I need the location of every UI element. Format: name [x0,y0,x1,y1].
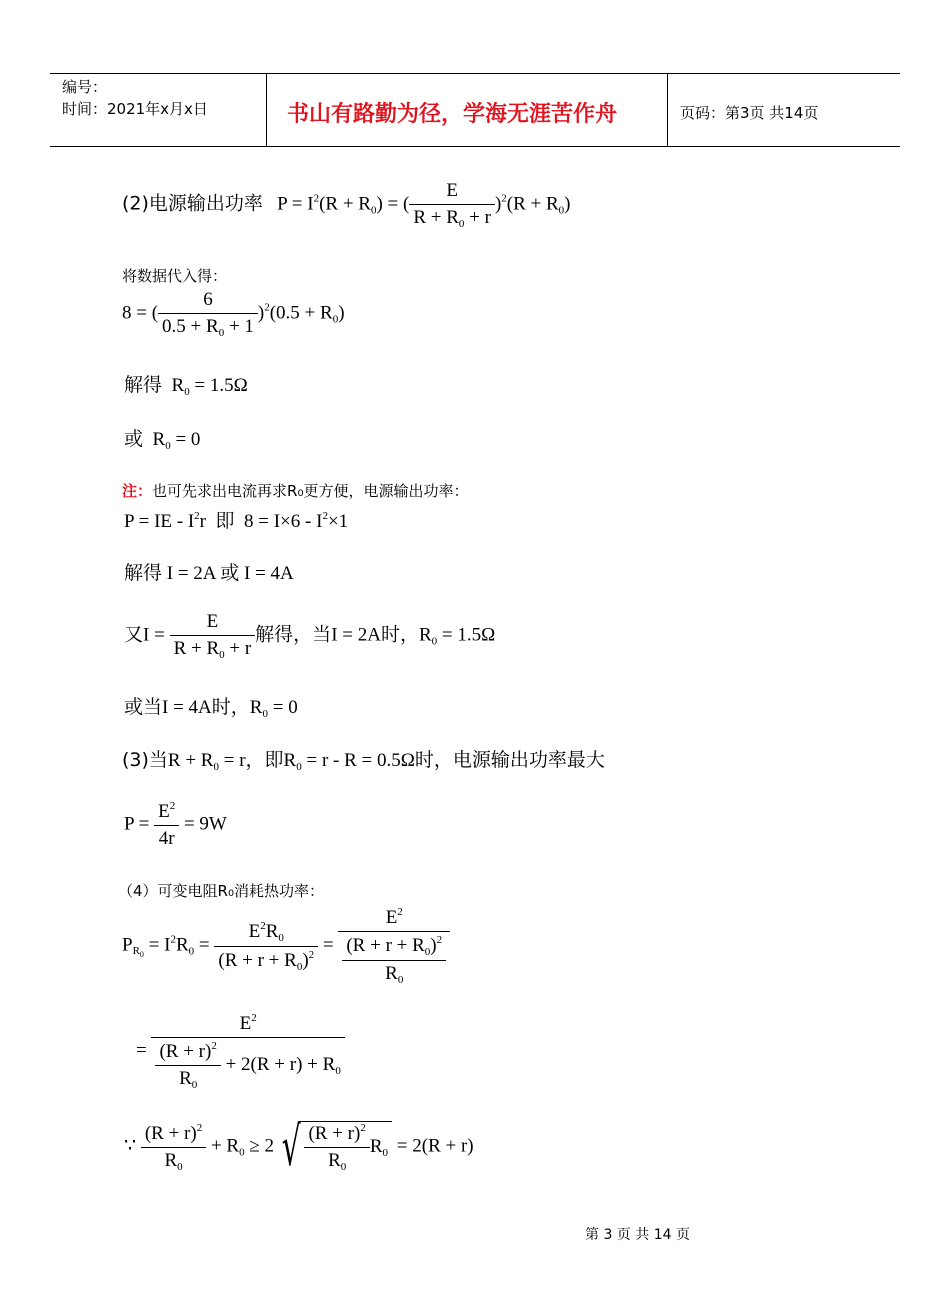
header-motto: 书山有路勤为径，学海无涯苦作舟 [287,102,618,127]
equation-r0-power-rewritten: = $E^2$ $\frac{(R + r)^2}{R_0}$ + $2(R + r) + R_0$ [136,1012,345,1091]
part4-label: （4）可变电阻R₀消耗热功率： [118,882,324,900]
equation-substituted: 8 = ( $\frac{6}{0.5 + R_0 + 1}$ )$^2(0.5 + R_0)$ [122,289,345,339]
part3-condition: (3)当$R + R_0 = r$，即$R_0 = r - R = 0.5\Omega$时，电源输出功率最大 [122,749,605,773]
header-bottom-rule [50,146,900,147]
note-line [122,480,468,501]
time-label: 时间：2021年x月x日 [62,100,208,118]
equation-output-power: (2)电源输出功率 $P = I^2(R + R_0)$ = ( $\frac{E}{R + R_0 + r}$ )$^2(R + R_0)$ [122,180,571,230]
equation-current-case2: 或当I = 4A时，$R_0 = 0$ [124,696,298,720]
serial-label: 编号： [62,78,108,96]
note-text: 也可先求出电流再求R₀更方便，电源输出功率： [152,482,469,500]
equation-power-current: P = IE - $I^2r$ 即 $8 = I\times 6 - I^2\times 1$ [124,510,349,532]
note-label: 注： [122,482,153,500]
header-top-rule [50,73,900,74]
equation-max-power: P = $\frac{E^2}{4r}$ = 9W [124,800,227,849]
equation-current-resistance: 又I = $\frac{E}{R + R_0 + r}$ 解得，当I = 2A时，$R_0 = 1.5\Omega$ [124,611,496,661]
footer-page-number: 第 3 页 共 14 页 [585,1227,690,1243]
page-label: 页码：第3页 共14页 [680,104,819,122]
header-divider-right [667,73,668,146]
solution-r0-1: 解得 $R_0 = 1.5\Omega$ [124,374,248,398]
equation-inequality: ∵ $\frac{(R + r)^2}{R_0}$ + $R_0 \ge 2$ √ $\frac{(R + r)^2}{R_0}$ $R_0 = 2(R + r)$ [124,1115,474,1178]
current-solution: 解得 I = 2A 或 I = 4A [124,563,294,584]
solution-r0-2: 或 $R_0 = 0$ [124,428,201,452]
substitute-label: 将数据代入得： [122,267,228,285]
header-divider-left [266,73,267,146]
equation-r0-power: $P_{R_0} = I^2R_0$ = $\frac{E^2R_0}{(R + r + R_0)^2}$ = $\frac{E^2}{\frac{(R + r + R_0)^2}{R_0}}$ [122,906,450,986]
part2-label: (2)电源输出功率 [122,192,263,215]
